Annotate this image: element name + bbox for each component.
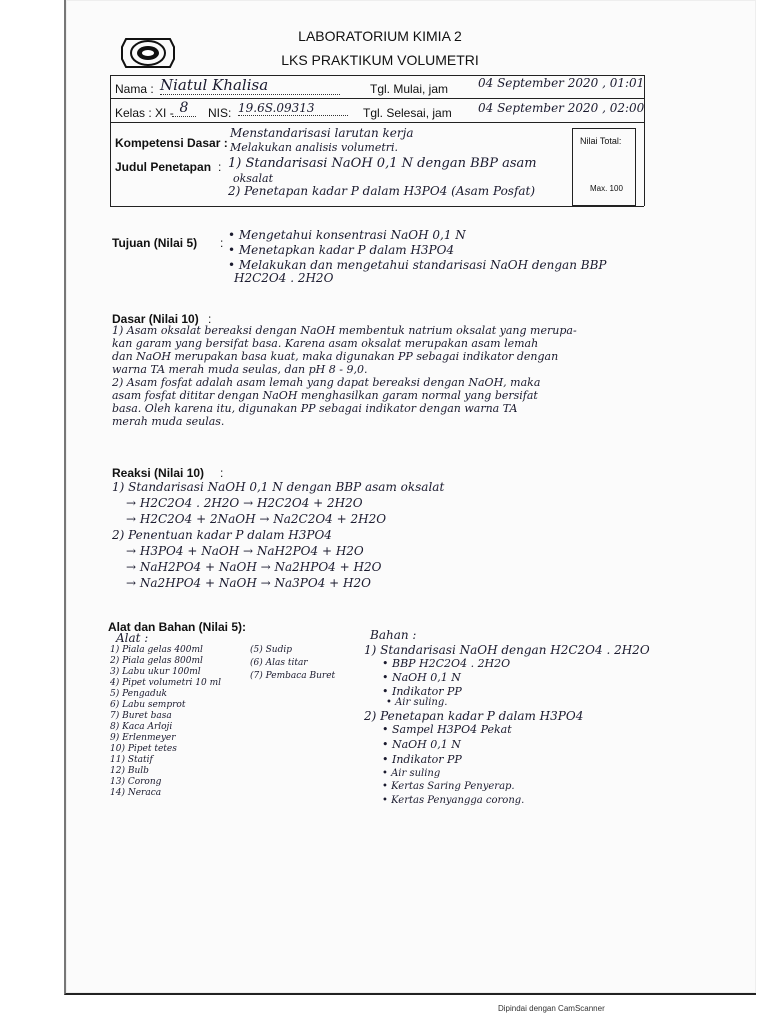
alat-item: 11) Statif: [110, 755, 153, 765]
tgl-mulai-label: Tgl. Mulai, jam: [370, 82, 449, 96]
judul-label: Judul Penetapan: [115, 160, 212, 174]
alat-item: 4) Pipet volumetri 10 ml: [110, 678, 222, 688]
tujuan-item: H2C2O4 . 2H2O: [234, 271, 334, 285]
table-row-border: [110, 98, 644, 99]
tujuan-item: • Melakukan dan mengetahui standarisasi NaOH dengan BBP: [228, 258, 607, 272]
lab-title: LABORATORIUM KIMIA 2: [298, 28, 462, 44]
dasar-line: 2) Asam fosfat adalah asam lemah yang dapat bereaksi dengan NaOH, maka: [112, 376, 541, 389]
bahan-item: • Kertas Penyangga corong.: [382, 795, 525, 806]
alat-item: 8) Kaca Arloji: [110, 722, 173, 732]
table-right-border: [644, 75, 645, 206]
dasar-line: basa. Oleh karena itu, digunakan PP sebagai indikator dengan warna TA: [112, 402, 518, 415]
alat-item: (5) Sudip: [250, 645, 292, 655]
bahan-item: • Indikator PP: [382, 685, 462, 698]
worksheet-title: LKS PRAKTIKUM VOLUMETRI: [281, 52, 479, 68]
table-left-border: [110, 75, 111, 206]
bahan-item: • Air suling.: [386, 697, 448, 708]
bahan-heading: Bahan :: [370, 628, 417, 642]
bahan-item: • Sampel H3PO4 Pekat: [382, 723, 512, 736]
table-row-border: [110, 122, 644, 123]
alat-item: 9) Erlenmeyer: [110, 733, 176, 743]
bahan-item: • Indikator PP: [382, 753, 462, 766]
kompetensi-label: Kompetensi Dasar :: [115, 136, 228, 150]
alat-item: 14) Neraca: [110, 788, 162, 798]
dasar-label: Dasar (Nilai 10): [112, 312, 199, 326]
alat-item: 6) Labu semprot: [110, 700, 186, 710]
dasar-line: warna TA merah muda seulas, dan pH 8 - 9,0.: [112, 363, 368, 376]
kelas-value: 8: [172, 100, 196, 117]
tujuan-colon: :: [220, 236, 224, 250]
alat-item: 12) Bulb: [110, 766, 149, 776]
alat-heading: Alat :: [116, 631, 149, 645]
bahan-item: • Air suling: [382, 768, 441, 779]
dasar-line: dan NaOH merupakan basa kuat, maka digunakan PP sebagai indikator dengan: [112, 350, 559, 363]
reaksi-label: Reaksi (Nilai 10): [112, 466, 205, 480]
alat-item: 1) Piala gelas 400ml: [110, 645, 203, 655]
tujuan-item: • Menetapkan kadar P dalam H3PO4: [228, 243, 455, 257]
alat-item: 2) Piala gelas 800ml: [110, 656, 203, 666]
bahan-item: • BBP H2C2O4 . 2H2O: [382, 657, 511, 670]
judul-line: oksalat: [233, 172, 273, 185]
dasar-line: asam fosfat dititar dengan NaOH menghasilkan garam normal yang bersifat: [112, 389, 538, 402]
dasar-line: kan garam yang bersifat basa. Karena asam oksalat merupakan asam lemah: [112, 337, 539, 350]
nis-value: 19.6S.09313: [238, 101, 348, 116]
scanner-watermark: Dipindai dengan CamScanner: [498, 1004, 605, 1013]
nilai-max-label: Max. 100: [590, 184, 623, 193]
bahan-item: • NaOH 0,1 N: [382, 671, 461, 684]
kompetensi-line: Melakukan analisis volumetri.: [230, 141, 399, 154]
kelas-label: Kelas : XI -: [115, 106, 174, 120]
nis-label: NIS:: [208, 106, 232, 120]
judul-colon: :: [218, 160, 222, 174]
alat-item: 10) Pipet tetes: [110, 744, 177, 754]
reaksi-line: → H2C2O4 . 2H2O → H2C2O4 + 2H2O: [126, 496, 363, 510]
tgl-selesai-label: Tgl. Selesai, jam: [363, 106, 452, 120]
nama-value: Niatul Khalisa: [160, 76, 340, 95]
bahan-item: • Kertas Saring Penyerap.: [382, 781, 515, 792]
dasar-line: 1) Asam oksalat bereaksi dengan NaOH membentuk natrium oksalat yang merupa-: [112, 324, 577, 337]
reaksi-line: 1) Standarisasi NaOH 0,1 N dengan BBP asam oksalat: [112, 480, 445, 494]
alat-item: (6) Alas titar: [250, 658, 308, 668]
table-row-border: [110, 206, 644, 207]
bahan-item: 2) Penetapan kadar P dalam H3PO4: [364, 709, 584, 723]
reaksi-line: 2) Penentuan kadar P dalam H3PO4: [112, 528, 332, 542]
alat-bahan-label: Alat dan Bahan (Nilai 5):: [108, 620, 247, 634]
school-logo: [120, 33, 176, 73]
reaksi-colon: :: [220, 466, 224, 480]
alat-item: (7) Pembaca Buret: [250, 671, 336, 681]
tgl-selesai-value: 04 September 2020 , 02:00: [478, 101, 645, 115]
kompetensi-line: Menstandarisasi larutan kerja: [230, 126, 414, 140]
reaksi-line: → Na2HPO4 + NaOH → Na3PO4 + H2O: [126, 576, 371, 590]
judul-line: 2) Penetapan kadar P dalam H3PO4 (Asam Posfat): [228, 184, 536, 198]
bahan-item: 1) Standarisasi NaOH dengan H2C2O4 . 2H2O: [364, 643, 650, 657]
reaksi-line: → H3PO4 + NaOH → NaH2PO4 + H2O: [126, 544, 364, 558]
nilai-total-label: Nilai Total:: [580, 136, 622, 146]
tujuan-label: Tujuan (Nilai 5): [112, 236, 198, 250]
bahan-item: • NaOH 0,1 N: [382, 738, 461, 751]
dasar-line: merah muda seulas.: [112, 415, 225, 428]
alat-item: 3) Labu ukur 100ml: [110, 667, 201, 677]
reaksi-line: → NaH2PO4 + NaOH → Na2HPO4 + H2O: [126, 560, 382, 574]
alat-item: 13) Corong: [110, 777, 162, 787]
tujuan-item: • Mengetahui konsentrasi NaOH 0,1 N: [228, 228, 466, 242]
tgl-mulai-value: 04 September 2020 , 01:01: [478, 76, 645, 90]
alat-item: 5) Pengaduk: [110, 689, 168, 699]
alat-item: 7) Buret basa: [110, 711, 172, 721]
dasar-colon: :: [208, 312, 212, 326]
nama-label: Nama :: [115, 82, 154, 96]
reaksi-line: → H2C2O4 + 2NaOH → Na2C2O4 + 2H2O: [126, 512, 387, 526]
judul-line: 1) Standarisasi NaOH 0,1 N dengan BBP asam: [228, 156, 537, 171]
